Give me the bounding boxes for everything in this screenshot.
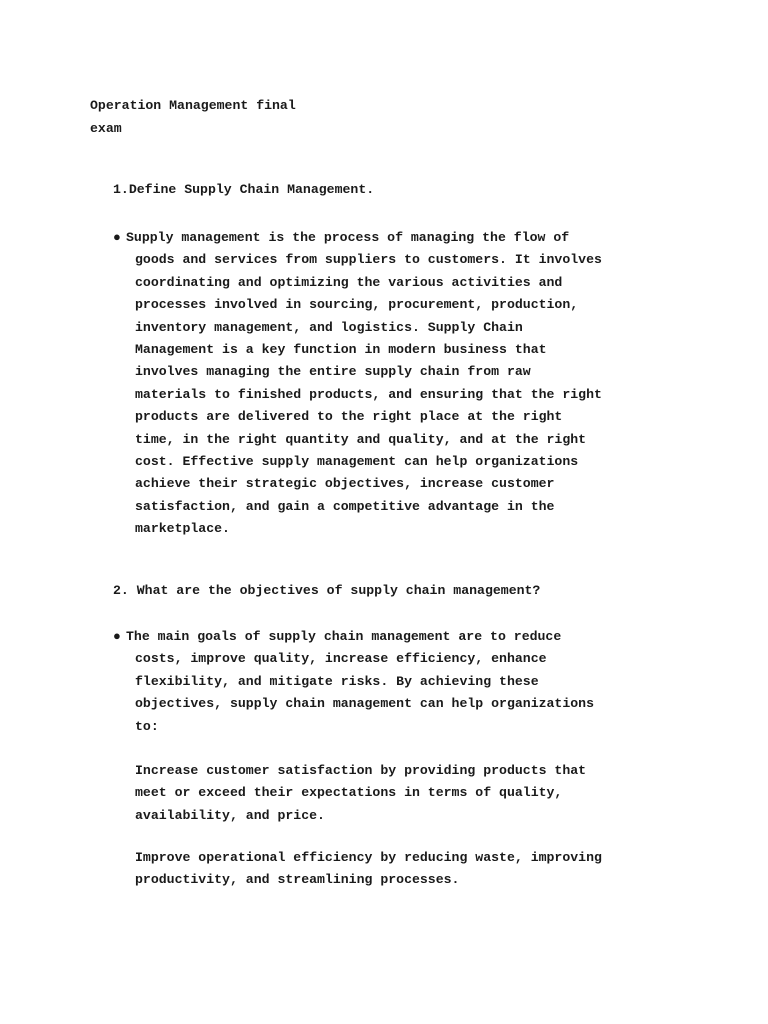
- answer-2-text: [126, 626, 683, 738]
- answer-2-line: flexibility, and mitigate risks. By achieving these: [135, 673, 539, 689]
- answer-1-line: involves managing the entire supply chain from raw: [135, 364, 531, 380]
- paragraph-line: Improve operational efficiency by reducing waste, improving: [135, 850, 602, 865]
- answer-1-line: inventory management, and logistics. Supply Chain: [135, 319, 523, 335]
- paragraph-line: meet or exceed their expectations in terms of quality,: [135, 785, 563, 801]
- answer-1-line: products are delivered to the right place at the right: [135, 409, 563, 425]
- objective-paragraph-1: [135, 760, 695, 827]
- answer-1-line: time, in the right quantity and quality, and at the right: [135, 431, 587, 447]
- question-1-heading: 1.Define Supply Chain Management.: [113, 182, 375, 197]
- answer-2-line: objectives, supply chain management can help organizations: [135, 696, 594, 712]
- answer-2-bullet: [113, 626, 683, 738]
- question-2-heading: 2. What are the objectives of supply chain management?: [113, 583, 541, 598]
- paragraph-line: availability, and price.: [135, 807, 325, 823]
- answer-1-line: cost. Effective supply management can help organizations: [135, 454, 579, 470]
- answer-1-line: Management is a key function in modern business that: [135, 342, 547, 358]
- paragraph-line: Increase customer satisfaction by providing products that: [135, 763, 587, 778]
- answer-1-line: marketplace.: [135, 521, 230, 537]
- title-line-1: Operation Management final: [90, 98, 296, 113]
- answer-2-line: The main goals of supply chain management are to reduce: [126, 629, 562, 644]
- bullet-icon: ●: [113, 230, 121, 245]
- answer-1-line: processes involved in sourcing, procurement, production,: [135, 297, 579, 313]
- answer-1-text: [126, 227, 683, 541]
- answer-1-line: satisfaction, and gain a competitive advantage in the: [135, 498, 555, 514]
- answer-1-bullet: [113, 227, 683, 541]
- paragraph-line: productivity, and streamlining processes.: [135, 872, 460, 888]
- answer-1-line: achieve their strategic objectives, increase customer: [135, 476, 555, 492]
- answer-2-line: costs, improve quality, increase efficiency, enhance: [135, 651, 547, 667]
- answer-1-line: materials to finished products, and ensuring that the right: [135, 386, 602, 402]
- answer-1-line: coordinating and optimizing the various activities and: [135, 274, 563, 290]
- bullet-icon: ●: [113, 629, 121, 644]
- document-title: [90, 94, 350, 140]
- objective-paragraph-2: [135, 847, 695, 892]
- answer-1-line: Supply management is the process of managing the flow of: [126, 230, 570, 245]
- answer-2-line: to:: [135, 718, 159, 734]
- title-line-2: exam: [90, 121, 122, 136]
- answer-1-line: goods and services from suppliers to customers. It involves: [135, 252, 602, 268]
